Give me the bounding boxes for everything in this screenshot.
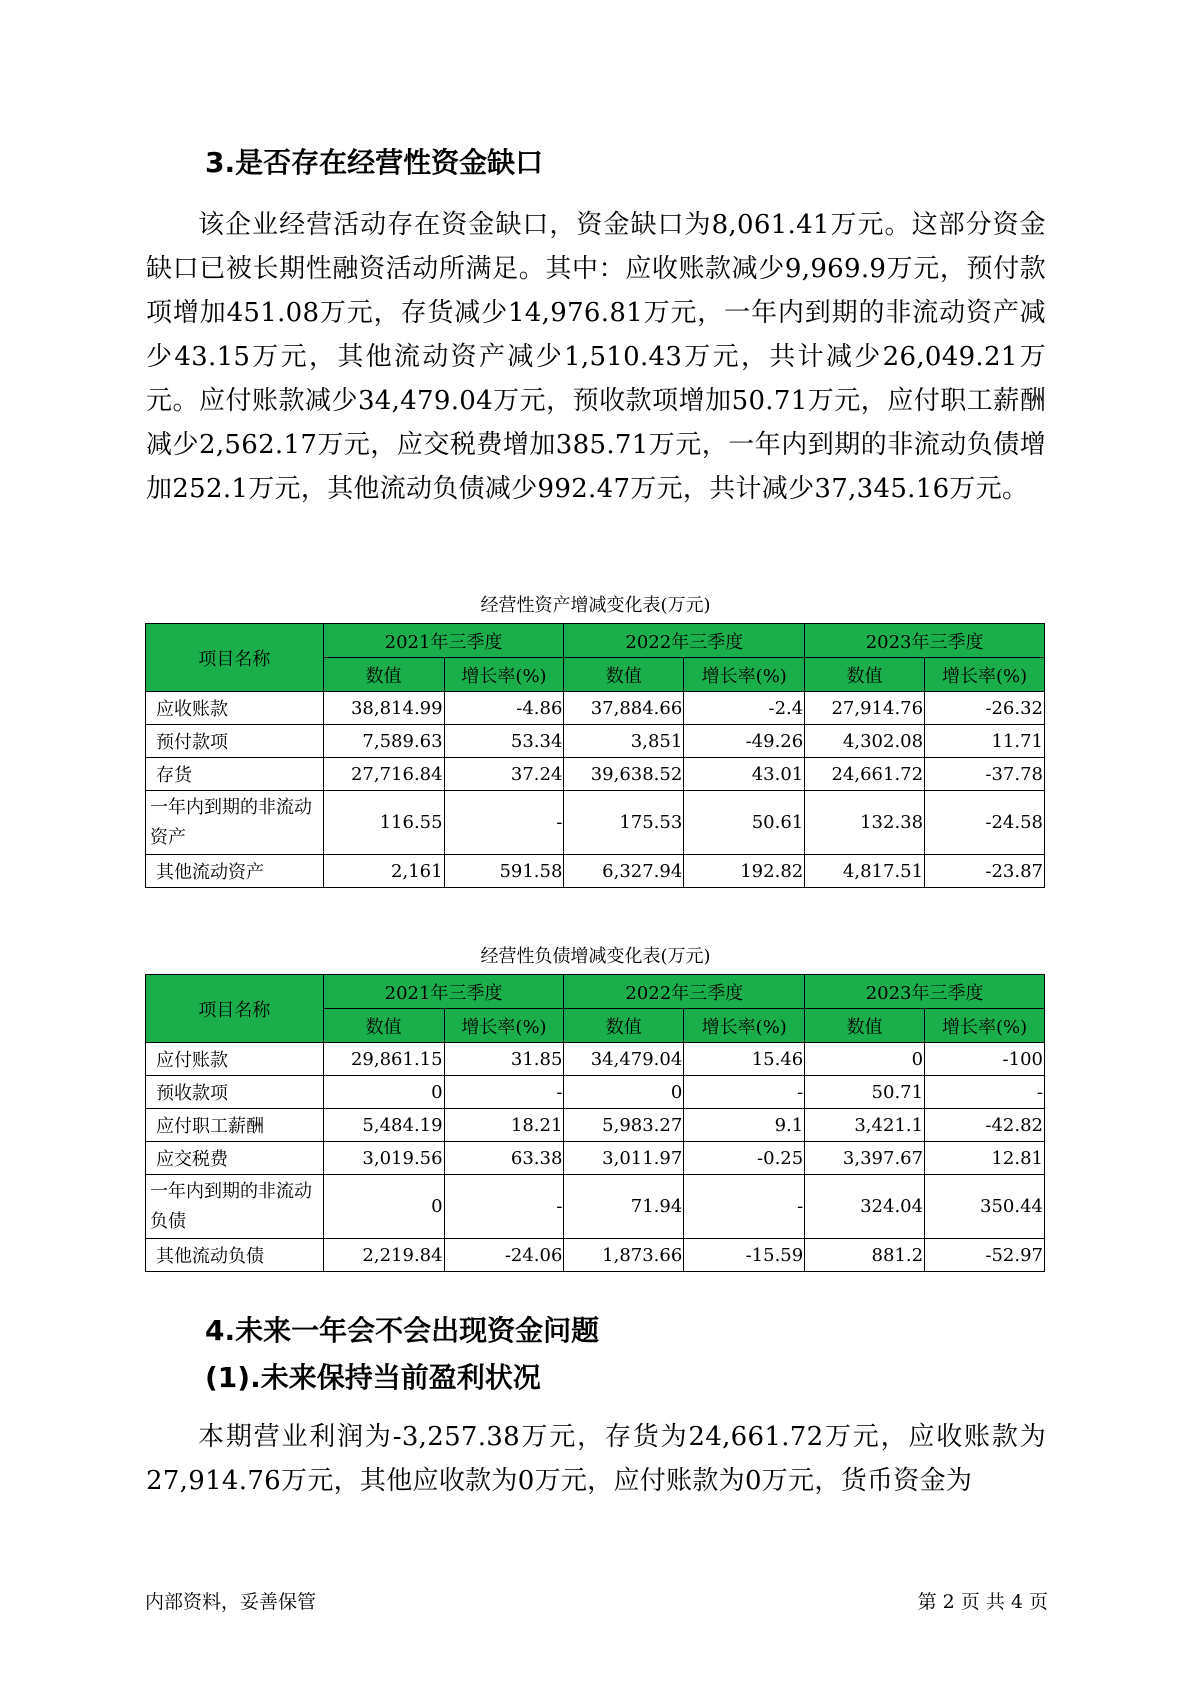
table-row <box>146 1142 1045 1175</box>
subheader-value: 数值 <box>805 1009 925 1043</box>
growth-cell: - <box>684 1076 805 1109</box>
subheader-growth: 增长率(%) <box>684 658 805 692</box>
header-period: 2021年三季度 <box>323 624 564 658</box>
operating-liabilities-table <box>145 974 1045 1272</box>
row-label: 一年内到期的非流动负债 <box>146 1175 324 1239</box>
row-label: 预付款项 <box>146 725 324 758</box>
growth-cell: 15.46 <box>684 1043 805 1076</box>
value-cell: 324.04 <box>805 1175 925 1239</box>
footer-page-number: 第 2 页 共 4 页 <box>917 1591 1048 1613</box>
section-3-heading: 3.是否存在经营性资金缺口 <box>205 146 544 179</box>
growth-cell: -24.58 <box>925 791 1045 855</box>
table1-caption: 经营性资产增减变化表(万元) <box>480 595 711 616</box>
row-label: 应交税费 <box>146 1142 324 1175</box>
table-row <box>146 1239 1045 1272</box>
value-cell: 5,983.27 <box>564 1109 684 1142</box>
value-cell: 0 <box>323 1076 444 1109</box>
subheader-value: 数值 <box>323 658 444 692</box>
growth-cell: -2.4 <box>684 692 805 725</box>
growth-cell: - <box>444 791 564 855</box>
growth-cell: 50.61 <box>684 791 805 855</box>
row-label: 其他流动资产 <box>146 855 324 888</box>
growth-cell: - <box>684 1175 805 1239</box>
table-row <box>146 1109 1045 1142</box>
value-cell: 5,484.19 <box>323 1109 444 1142</box>
growth-cell: -49.26 <box>684 725 805 758</box>
growth-cell: 9.1 <box>684 1109 805 1142</box>
value-cell: 24,661.72 <box>805 758 925 791</box>
subheader-growth: 增长率(%) <box>444 658 564 692</box>
section-3-paragraph: 该企业经营活动存在资金缺口，资金缺口为8,061.41万元。这部分资金缺口已被长期性融资活动所满足。其中：应收账款减少9,969.9万元，预付款项增加451.08万元，存货减少14,976.81万元，一年内到期的非流动资产减少43.15万元，其他流动资产减少1,510.43万元，共计减少26,049.21万元。应付账款减少34,479.04万元，预收款项增加50.71万元，应付职工薪酬减少2,562.17万元，应交税费增加385.71万元，一年内到期的非流动负债增加252.1万元，其他流动负债减少992.47万元，共计减少37,345.16万元。 <box>146 210 1046 504</box>
row-label: 应收账款 <box>146 692 324 725</box>
value-cell: 3,019.56 <box>323 1142 444 1175</box>
value-cell: 3,011.97 <box>564 1142 684 1175</box>
growth-cell: -52.97 <box>925 1239 1045 1272</box>
growth-cell: -37.78 <box>925 758 1045 791</box>
value-cell: 50.71 <box>805 1076 925 1109</box>
growth-cell: -24.06 <box>444 1239 564 1272</box>
header-period: 2022年三季度 <box>564 975 805 1009</box>
table-row <box>146 758 1045 791</box>
footer-confidential-note: 内部资料，妥善保管 <box>145 1591 317 1613</box>
growth-cell: 18.21 <box>444 1109 564 1142</box>
table-row <box>146 1076 1045 1109</box>
value-cell: 0 <box>564 1076 684 1109</box>
value-cell: 39,638.52 <box>564 758 684 791</box>
value-cell: 132.38 <box>805 791 925 855</box>
subheader-growth: 增长率(%) <box>684 1009 805 1043</box>
value-cell: 175.53 <box>564 791 684 855</box>
value-cell: 116.55 <box>323 791 444 855</box>
subheader-growth: 增长率(%) <box>925 1009 1045 1043</box>
growth-cell: 53.34 <box>444 725 564 758</box>
value-cell: 27,914.76 <box>805 692 925 725</box>
subheader-value: 数值 <box>564 1009 684 1043</box>
value-cell: 29,861.15 <box>323 1043 444 1076</box>
value-cell: 0 <box>805 1043 925 1076</box>
row-label: 应付账款 <box>146 1043 324 1076</box>
header-item-name: 项目名称 <box>146 975 324 1043</box>
subheader-value: 数值 <box>323 1009 444 1043</box>
growth-cell: 591.58 <box>444 855 564 888</box>
header-period: 2021年三季度 <box>323 975 564 1009</box>
growth-cell: -4.86 <box>444 692 564 725</box>
growth-cell: -26.32 <box>925 692 1045 725</box>
growth-cell: -42.82 <box>925 1109 1045 1142</box>
subheader-value: 数值 <box>805 658 925 692</box>
section-4-heading: 4.未来一年会不会出现资金问题 <box>205 1314 600 1347</box>
section-4-subheading: (1).未来保持当前盈利状况 <box>205 1361 541 1394</box>
table-row <box>146 1175 1045 1239</box>
growth-cell: - <box>925 1076 1045 1109</box>
growth-cell: -15.59 <box>684 1239 805 1272</box>
value-cell: 38,814.99 <box>323 692 444 725</box>
row-label: 应付职工薪酬 <box>146 1109 324 1142</box>
operating-assets-table <box>145 623 1045 888</box>
header-period: 2023年三季度 <box>805 975 1045 1009</box>
value-cell: 6,327.94 <box>564 855 684 888</box>
growth-cell: 43.01 <box>684 758 805 791</box>
subheader-growth: 增长率(%) <box>444 1009 564 1043</box>
header-period: 2023年三季度 <box>805 624 1045 658</box>
table-row <box>146 1043 1045 1076</box>
value-cell: 34,479.04 <box>564 1043 684 1076</box>
subheader-value: 数值 <box>564 658 684 692</box>
growth-cell: -23.87 <box>925 855 1045 888</box>
value-cell: 71.94 <box>564 1175 684 1239</box>
value-cell: 7,589.63 <box>323 725 444 758</box>
value-cell: 3,421.1 <box>805 1109 925 1142</box>
subheader-growth: 增长率(%) <box>925 658 1045 692</box>
header-period: 2022年三季度 <box>564 624 805 658</box>
growth-cell: 192.82 <box>684 855 805 888</box>
growth-cell: 63.38 <box>444 1142 564 1175</box>
header-item-name: 项目名称 <box>146 624 324 692</box>
value-cell: 2,219.84 <box>323 1239 444 1272</box>
row-label: 预收款项 <box>146 1076 324 1109</box>
value-cell: 881.2 <box>805 1239 925 1272</box>
value-cell: 27,716.84 <box>323 758 444 791</box>
table-row <box>146 791 1045 855</box>
row-label: 存货 <box>146 758 324 791</box>
growth-cell: 31.85 <box>444 1043 564 1076</box>
value-cell: 3,397.67 <box>805 1142 925 1175</box>
value-cell: 37,884.66 <box>564 692 684 725</box>
growth-cell: 12.81 <box>925 1142 1045 1175</box>
table-row <box>146 692 1045 725</box>
table-row <box>146 855 1045 888</box>
growth-cell: 11.71 <box>925 725 1045 758</box>
value-cell: 4,817.51 <box>805 855 925 888</box>
growth-cell: -100 <box>925 1043 1045 1076</box>
section-4-paragraph: 本期营业利润为-3,257.38万元，存货为24,661.72万元，应收账款为27,914.76万元，其他应收款为0万元，应付账款为0万元，货币资金为 <box>146 1422 1046 1496</box>
value-cell: 0 <box>323 1175 444 1239</box>
table2-caption: 经营性负债增减变化表(万元) <box>480 946 711 967</box>
growth-cell: - <box>444 1076 564 1109</box>
growth-cell: -0.25 <box>684 1142 805 1175</box>
row-label: 其他流动负债 <box>146 1239 324 1272</box>
value-cell: 4,302.08 <box>805 725 925 758</box>
growth-cell: - <box>444 1175 564 1239</box>
row-label: 一年内到期的非流动资产 <box>146 791 324 855</box>
value-cell: 3,851 <box>564 725 684 758</box>
table-row <box>146 725 1045 758</box>
value-cell: 1,873.66 <box>564 1239 684 1272</box>
growth-cell: 37.24 <box>444 758 564 791</box>
value-cell: 2,161 <box>323 855 444 888</box>
growth-cell: 350.44 <box>925 1175 1045 1239</box>
